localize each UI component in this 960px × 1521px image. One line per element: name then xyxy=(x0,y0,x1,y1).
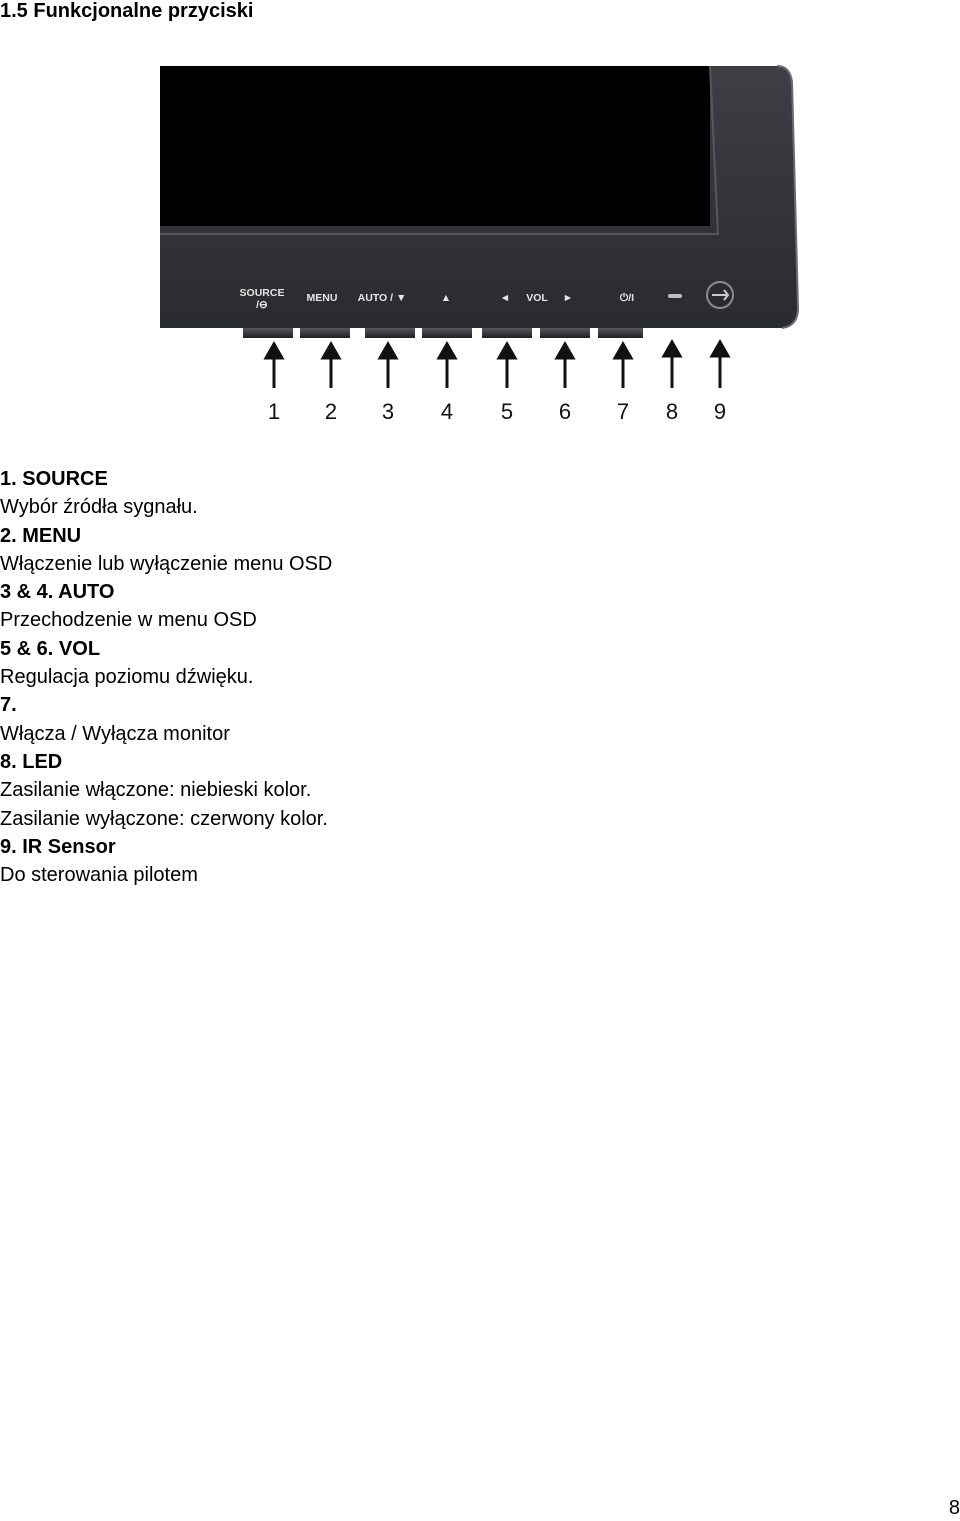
button-6-vol-right[interactable] xyxy=(540,328,590,338)
desc-title-menu: 2. MENU xyxy=(0,524,82,547)
desc-title-auto: 3 & 4. AUTO xyxy=(0,581,115,604)
arrow-1 xyxy=(266,344,282,388)
section-heading: 1.5 Funkcjonalne przyciski xyxy=(0,0,254,22)
arrow-9 xyxy=(712,342,728,388)
number-5: 5 xyxy=(500,399,514,424)
button-4-up[interactable] xyxy=(422,328,472,338)
button-descriptions xyxy=(0,465,600,889)
button-1-source[interactable] xyxy=(243,328,293,338)
monitor-illustration xyxy=(150,58,810,430)
desc-text-auto: Przechodzenie w menu OSD xyxy=(0,609,257,632)
number-4: 4 xyxy=(440,399,454,424)
desc-title-ir: 9. IR Sensor xyxy=(0,835,116,858)
button-7-power[interactable] xyxy=(598,328,643,338)
arrow-5 xyxy=(499,344,515,388)
arrow-8 xyxy=(664,342,680,388)
number-7: 7 xyxy=(616,399,630,424)
page-number: 8 xyxy=(948,1497,960,1519)
desc-text-vol: Regulacja poziomu dźwięku. xyxy=(0,666,254,689)
desc-title-source: 1. SOURCE xyxy=(0,468,108,490)
desc-text-led-off: Zasilanie wyłączone: czerwony kolor. xyxy=(0,807,328,830)
desc-text-ir: Do sterowania pilotem xyxy=(0,864,198,887)
label-up: ▲ xyxy=(440,292,452,304)
label-power: ⏻/I xyxy=(619,292,635,304)
desc-title-vol: 5 & 6. VOL xyxy=(0,637,101,660)
number-1: 1 xyxy=(267,399,281,424)
desc-title-power: 7. xyxy=(0,694,17,717)
number-6: 6 xyxy=(558,399,572,424)
desc-text-menu: Włączenie lub wyłączenie menu OSD xyxy=(0,552,333,575)
button-3-auto-down[interactable] xyxy=(365,328,415,338)
label-source: SOURCE xyxy=(239,287,285,299)
label-menu: MENU xyxy=(306,292,338,304)
label-vol: VOL xyxy=(526,292,548,304)
number-9: 9 xyxy=(713,399,727,424)
arrow-6 xyxy=(557,344,573,388)
number-2: 2 xyxy=(324,399,338,424)
number-3: 3 xyxy=(381,399,395,424)
monitor-buttons-figure xyxy=(150,58,810,430)
label-auto: AUTO / ▼ xyxy=(357,292,407,304)
button-5-vol-left[interactable] xyxy=(482,328,532,338)
arrow-3 xyxy=(380,344,396,388)
desc-title-led: 8. LED xyxy=(0,750,63,773)
arrow-2 xyxy=(323,344,339,388)
arrow-4 xyxy=(439,344,455,388)
button-2-menu[interactable] xyxy=(300,328,350,338)
label-vol-left: ◄ xyxy=(499,292,511,304)
label-source-sub: /⊖ xyxy=(256,299,268,311)
arrow-7 xyxy=(615,344,631,388)
desc-text-source: Wybór źródła sygnału. xyxy=(0,496,198,519)
monitor-screen xyxy=(160,66,710,226)
number-8: 8 xyxy=(665,399,679,424)
desc-text-power: Włącza / Wyłącza monitor xyxy=(0,722,230,745)
label-vol-right: ► xyxy=(562,292,574,304)
desc-text-led-on: Zasilanie włączone: niebieski kolor. xyxy=(0,779,312,802)
led-indicator xyxy=(668,294,682,298)
